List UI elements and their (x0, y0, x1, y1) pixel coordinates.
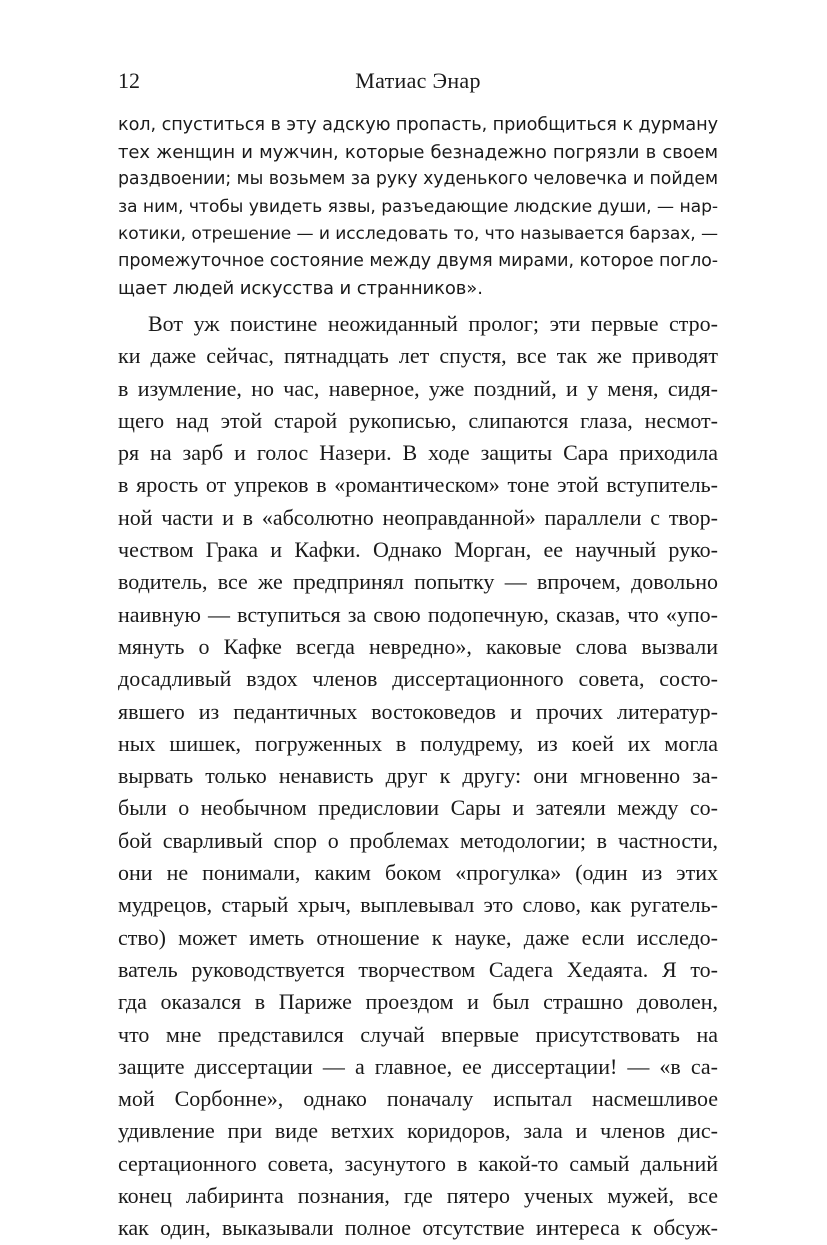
epigraph-line: котики, отрешение — и исследовать то, что называется барзах, — (118, 223, 718, 244)
epigraph-line: раздвоении; мы возьмем за руку худенького человечка и пойдем (118, 169, 718, 190)
body-line: они не понимали, каким боком «прогулка» (один из этих (118, 860, 718, 886)
body-line: Вот уж поистине неожиданный пролог; эти первые стро- (148, 311, 718, 336)
running-head-author: Матиас Энар (355, 68, 481, 93)
running-head (118, 66, 718, 96)
body-line: защите диссертации — а главное, ее диссертации! — «в са- (118, 1053, 718, 1079)
body-line: досадливый вздох членов диссертационного совета, состо- (118, 666, 718, 692)
epigraph-line: кол, спуститься в эту адскую пропасть, приобщиться к дурману (118, 115, 718, 135)
body-line: вырвать только ненависть друг к другу: они мгновенно за- (118, 763, 718, 789)
epigraph-line: тех женщин и мужчин, которые безнадежно погрязли в своем (118, 142, 718, 164)
body-line: щего над этой старой рукописью, слипаются глаза, несмот- (118, 407, 718, 433)
body-line: были о необычном предисловии Сары и затеяли между со- (118, 795, 718, 821)
body-line: конец лабиринта познания, где пятеро ученых мужей, все (118, 1183, 718, 1209)
body-line: ки даже сейчас, пятнадцать лет спустя, все так же приводят (118, 343, 718, 369)
epigraph-line: за ним, чтобы увидеть язвы, разъедающие людские души, — нар- (118, 196, 718, 217)
body-line: чеством Грака и Кафки. Однако Морган, ее научный руко- (118, 537, 718, 563)
body-line: ря на зарб и голос Назери. В ходе защиты Сара приходила (118, 440, 718, 466)
body-line: ных шишек, погруженных в полудрему, из коей их могла (118, 730, 718, 756)
body-line: ватель руководствуется творчеством Садега Хедаята. Я то- (118, 956, 718, 982)
body-paragraph (118, 308, 718, 1245)
epigraph-quote (118, 112, 718, 302)
body-line: что мне представился случай впервые присутствовать на (118, 1021, 718, 1047)
body-line: гда оказался в Париже проездом и был страшно доволен, (118, 989, 718, 1015)
body-line: в ярость от упреков в «романтическом» тоне этой вступитель- (118, 472, 718, 498)
body-line: наивную — вступиться за свою подопечную, сказав, что «упо- (118, 601, 718, 627)
body-line: водитель, все же предпринял попытку — впрочем, довольно (118, 569, 718, 595)
epigraph-line: щает людей искусства и странников». (118, 278, 483, 300)
body-line: в изумление, но час, наверное, уже поздний, и у меня, сидя- (118, 375, 718, 401)
body-line: ство) может иметь отношение к науке, даже если исследо- (118, 924, 718, 950)
body-line: бой сварливый спор о проблемах методологии; в частности, (118, 827, 718, 853)
body-line: ной части и в «абсолютно неоправданной» параллели с твор- (118, 504, 718, 530)
body-line: мянуть о Кафке всегда невредно», каковые слова вызвали (118, 633, 718, 659)
body-line: как один, выказывали полное отсутствие интереса к обсуж- (118, 1215, 718, 1241)
page-number: 12 (118, 68, 140, 93)
body-line: мудрецов, старый хрыч, выплевывал это слово, как ругатель- (118, 892, 718, 918)
epigraph-line: промежуточное состояние между двумя мирами, которое погло- (118, 251, 718, 272)
body-line: сертационного совета, засунутого в какой-то самый дальний (118, 1150, 718, 1176)
body-line: мой Сорбонне», однако поначалу испытал насмешливое (118, 1086, 718, 1112)
body-line: явшего из педантичных востоковедов и прочих литератур- (118, 698, 718, 724)
body-line: удивление при виде ветхих коридоров, зала и членов дис- (118, 1118, 718, 1144)
